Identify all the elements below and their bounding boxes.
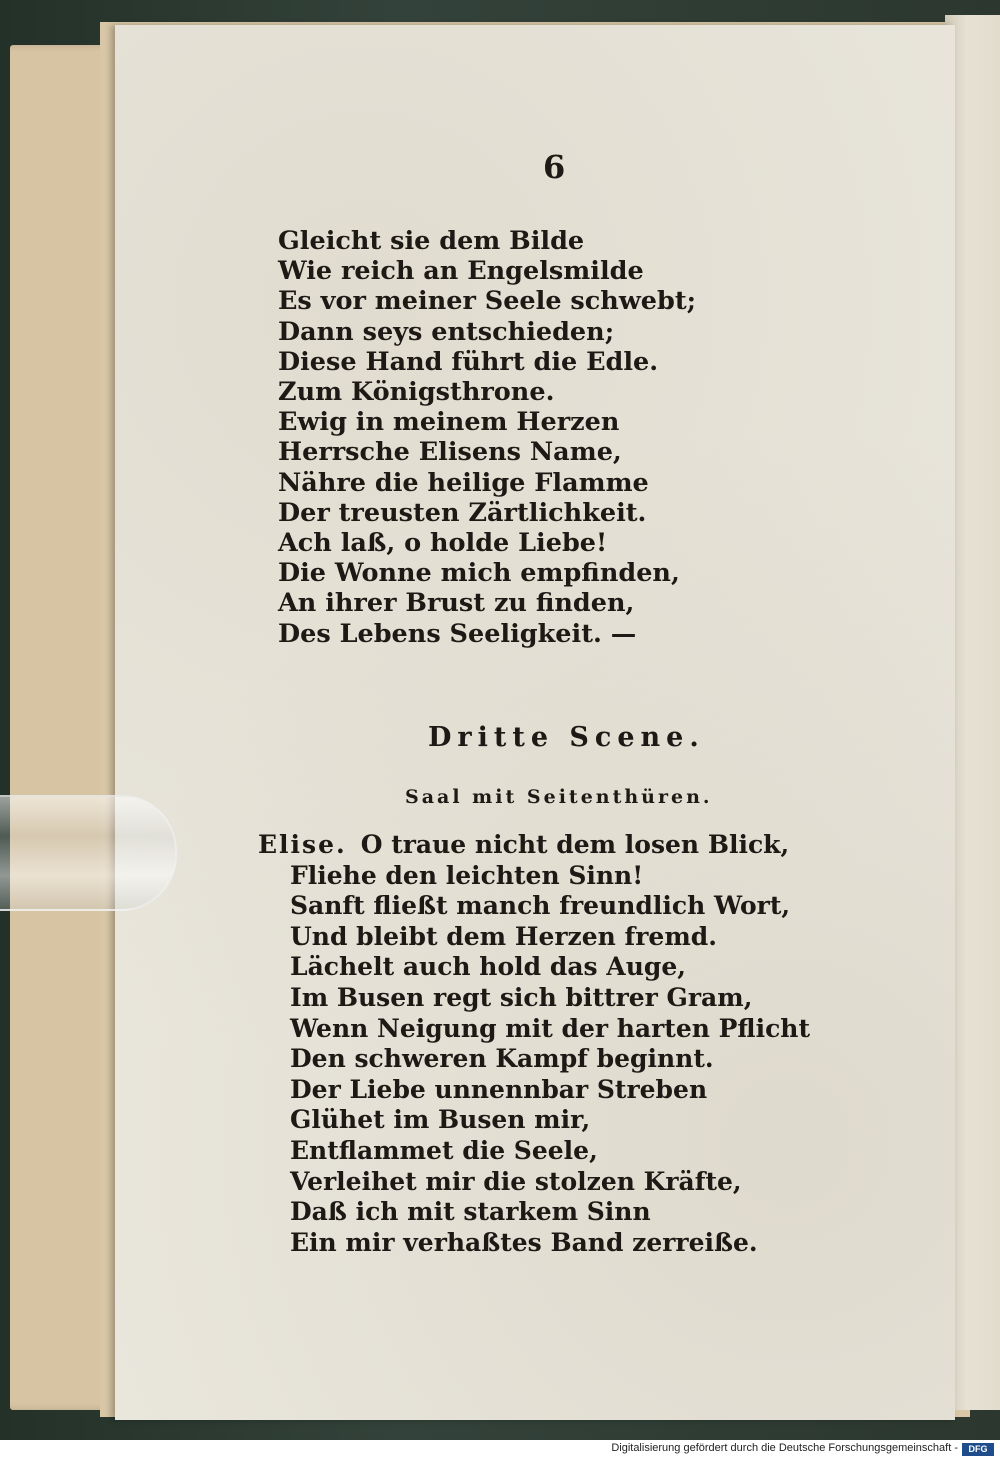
verse-line: Gleicht sie dem Bilde: [278, 226, 585, 256]
verse-line: Ewig in meinem Herzen: [278, 407, 620, 438]
plastic-page-clip: [0, 795, 177, 911]
verse-line: Der treusten Zärtlichkeit.: [278, 497, 647, 528]
speech-line: Den schweren Kampf beginnt.: [290, 1044, 714, 1074]
scene-heading: Dritte Scene.: [428, 722, 705, 753]
funding-notice: Digitalisierung gefördert durch die Deutsche Forschungsgemeinschaft -: [611, 1442, 958, 1454]
footer-bar: [0, 1440, 1000, 1460]
speech-line: O traue nicht dem losen Blick,: [360, 830, 790, 859]
speech-line: Daß ich mit starkem Sinn: [290, 1197, 651, 1227]
dfg-logo: DFG: [962, 1443, 994, 1456]
verse-block: [278, 226, 696, 649]
scene-setting: Saal mit Seitenthüren.: [405, 786, 713, 808]
verse-line: Ach laß, o holde Liebe!: [278, 528, 608, 559]
verse-line: Die Wonne mich empfinden,: [278, 558, 680, 589]
speech-line: Fliehe den leichten Sinn!: [290, 860, 644, 890]
speech-line: Verleihet mir die stolzen Kräfte,: [290, 1166, 742, 1196]
verse-line: Des Lebens Seeligkeit. —: [278, 618, 637, 649]
verse-line: An ihrer Brust zu finden,: [278, 588, 635, 619]
speech-line: Wenn Neigung mit der harten Pflicht: [290, 1013, 811, 1043]
speech-line: Glühet im Busen mir,: [290, 1105, 591, 1135]
verse-line: Es vor meiner Seele schwebt;: [278, 286, 697, 317]
speech-line: Im Busen regt sich bittrer Gram,: [290, 982, 753, 1012]
speech-line: Der Liebe unnennbar Streben: [290, 1074, 708, 1104]
verse-line: Nähre die heilige Flamme: [278, 467, 649, 498]
verse-line: Diese Hand führt die Edle.: [278, 346, 659, 377]
speech-line: Ein mir verhaßtes Band zerreiße.: [290, 1227, 758, 1257]
verse-line: Zum Königsthrone.: [278, 377, 555, 408]
speech-line: Lächelt auch hold das Auge,: [290, 952, 686, 982]
speech-first-line: [258, 830, 810, 861]
speech-line: Sanft fließt manch freundlich Wort,: [290, 891, 791, 921]
speaker-name: Elise.: [258, 830, 347, 859]
verse-line: Wie reich an Engelsmilde: [278, 256, 644, 287]
verse-line: Dann seys entschieden;: [278, 316, 615, 347]
verse-line: Herrsche Elisens Name,: [278, 437, 622, 468]
speech-line: Und bleibt dem Herzen fremd.: [290, 921, 717, 951]
speech-line: Entflammet die Seele,: [290, 1135, 598, 1165]
page-number: 6: [543, 148, 566, 186]
speech-block: [258, 830, 810, 1258]
